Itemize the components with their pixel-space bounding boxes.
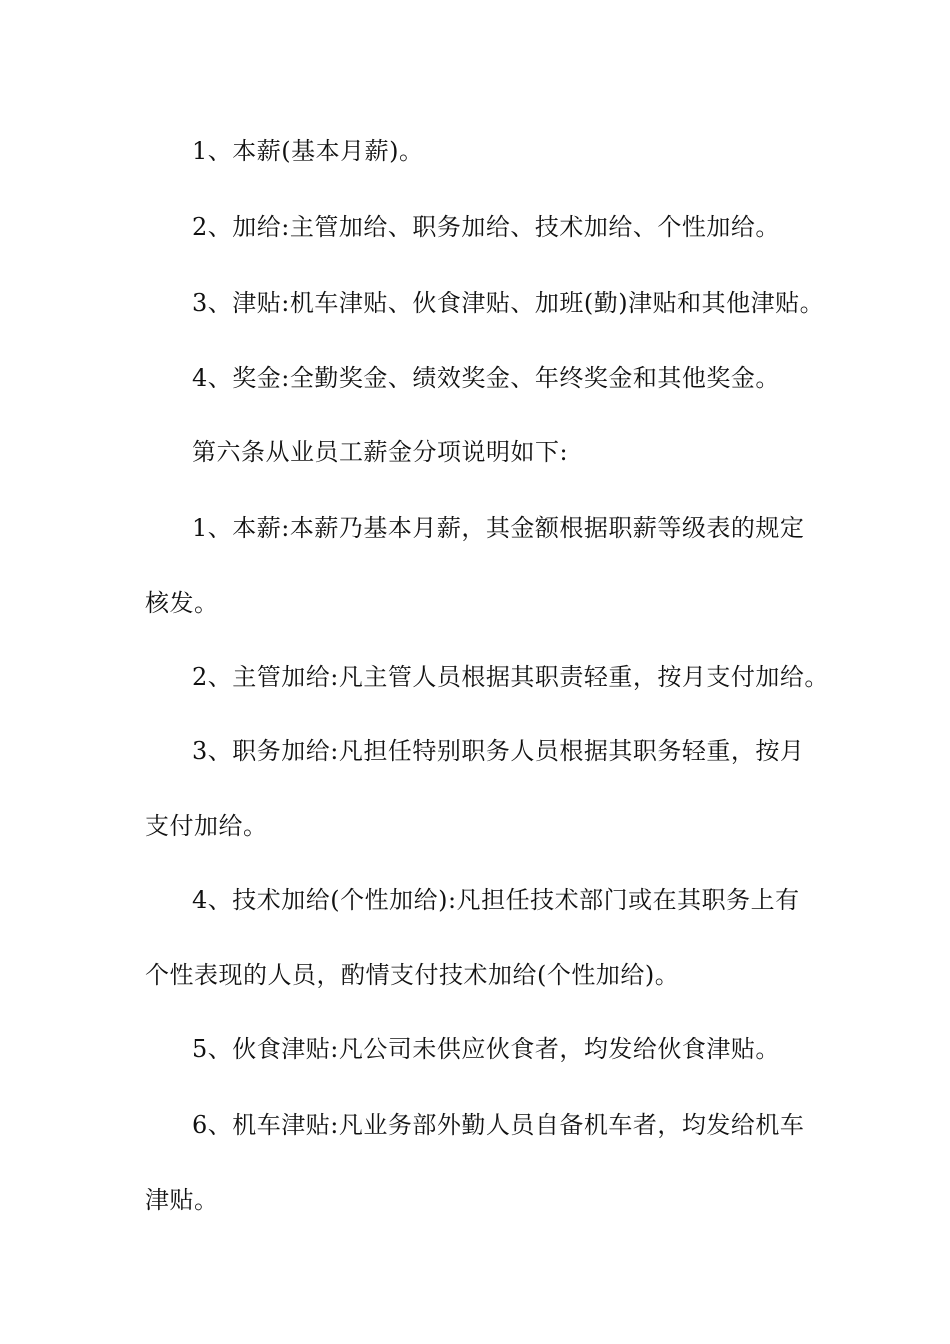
paragraph-line: 4、技术加给(个性加给):凡担任技术部门或在其职务上有 [192,886,800,914]
paragraph-continuation-line: 津贴。 [145,1186,219,1214]
paragraph-line: 2、加给:主管加给、职务加给、技术加给、个性加给。 [192,213,780,241]
paragraph-line: 1、本薪(基本月薪)。 [192,137,424,165]
paragraph-continuation-line: 支付加给。 [145,812,268,840]
paragraph-line: 4、奖金:全勤奖金、绩效奖金、年终奖金和其他奖金。 [192,364,780,392]
paragraph-continuation-line: 核发。 [145,589,219,617]
paragraph-line: 5、伙食津贴:凡公司未供应伙食者，均发给伙食津贴。 [192,1035,780,1063]
paragraph-line: 2、主管加给:凡主管人员根据其职责轻重，按月支付加给。 [192,663,829,691]
paragraph-line: 3、职务加给:凡担任特别职务人员根据其职务轻重，按月 [192,737,805,765]
paragraph-line: 1、本薪:本薪乃基本月薪，其金额根据职薪等级表的规定 [192,514,805,542]
section-heading-line: 第六条从业员工薪金分项说明如下: [192,438,569,466]
paragraph-line: 6、机车津贴:凡业务部外勤人员自备机车者，均发给机车 [192,1111,805,1139]
paragraph-continuation-line: 个性表现的人员，酌情支付技术加给(个性加给)。 [145,961,680,989]
paragraph-line: 3、津贴:机车津贴、伙食津贴、加班(勤)津贴和其他津贴。 [192,289,825,317]
